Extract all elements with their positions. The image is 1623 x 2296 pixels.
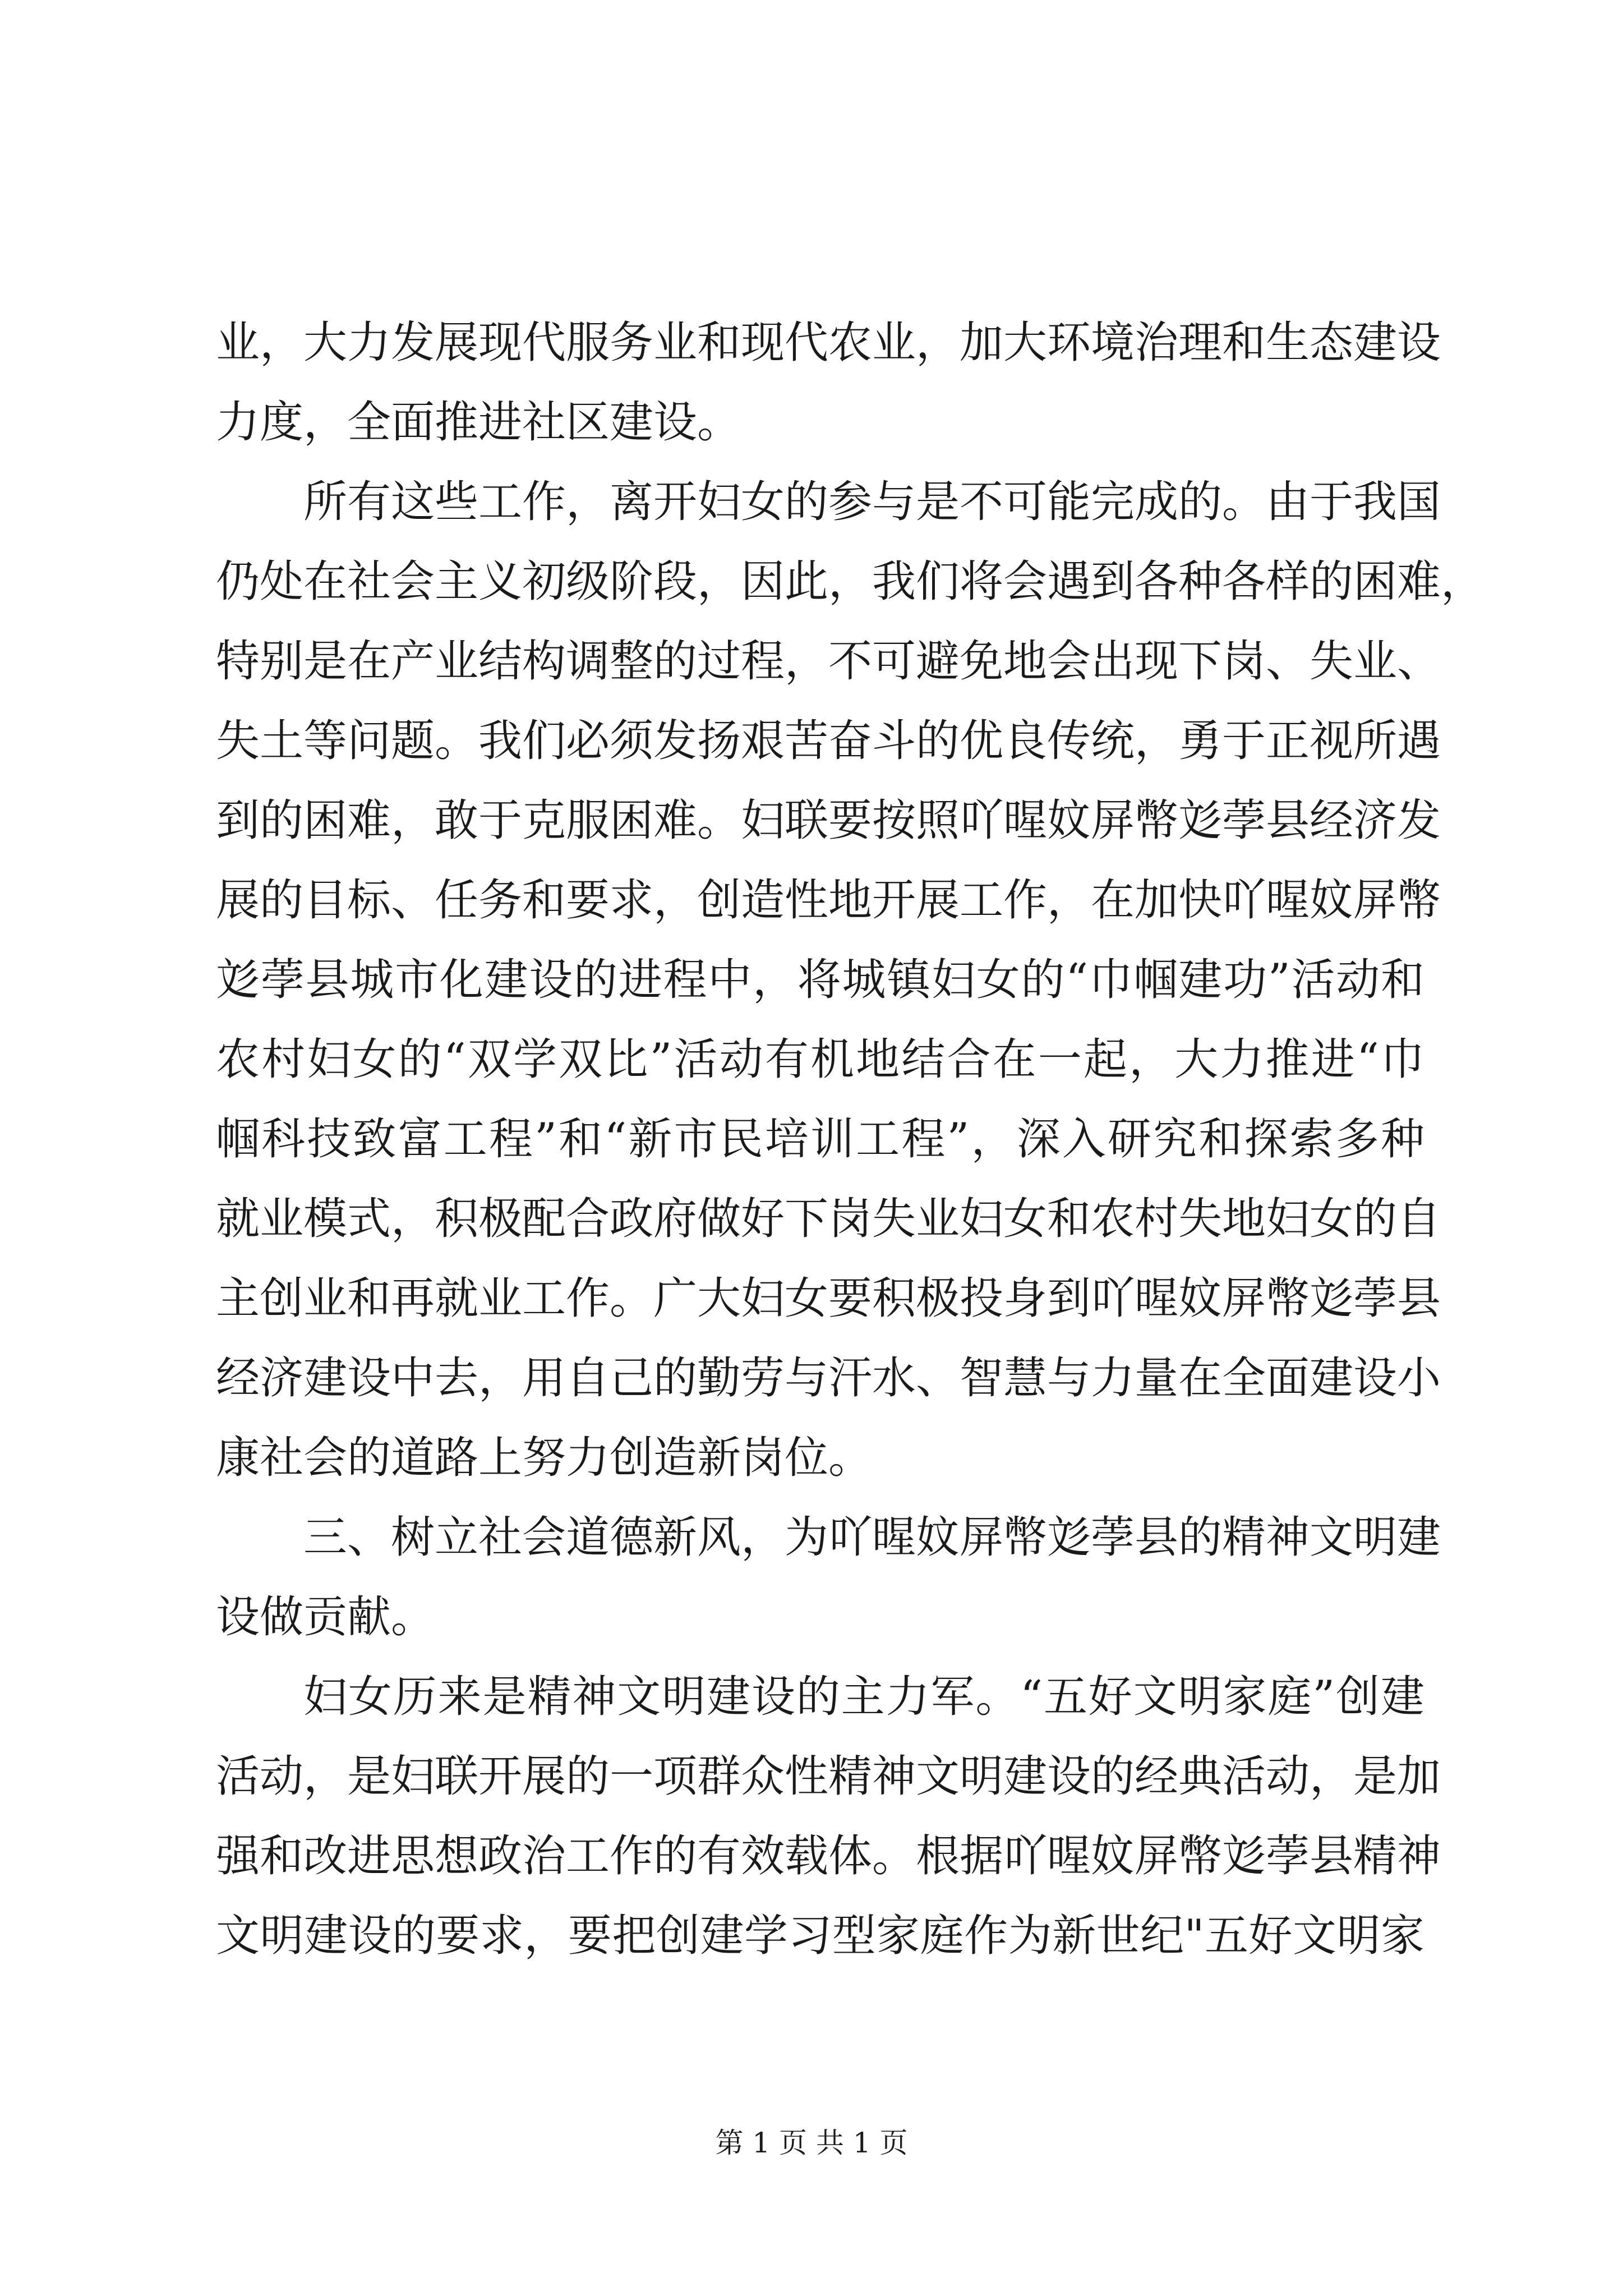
text-line: 文明建设的要求，要把创建学习型家庭作为新世纪"五好文明家 xyxy=(216,1911,1424,1961)
text-line: 就业模式，积极配合政府做好下岗失业妇女和农村失地妇女的自 xyxy=(216,1194,1441,1244)
text-line: 力度，全面推进社区建设。 xyxy=(216,397,741,448)
text-line: 康社会的道路上努力创造新岗位。 xyxy=(216,1433,873,1483)
text-line: 彣荸县城市化建设的进程中，将城镇妇女的“巾帼建功”活动和 xyxy=(216,955,1424,1005)
text-line: 所有这些工作，离开妇女的参与是不可能完成的。由于我国 xyxy=(303,477,1441,527)
text-line: 妇女历来是精神文明建设的主力军。“五好文明家庭”创建 xyxy=(303,1672,1424,1722)
text-line: 展的目标、任务和要求，创造性地开展工作，在加快吖暒妏屏幣 xyxy=(216,875,1441,926)
text-line: 特别是在产业结构调整的过程，不可避免地会出现下岗、失业、 xyxy=(216,636,1441,687)
text-line: 主创业和再就业工作。广大妇女要积极投身到吖暒妏屏幣彣荸县 xyxy=(216,1273,1441,1324)
text-line: 失土等问题。我们必须发扬艰苦奋斗的优良传统，勇于正视所遇 xyxy=(216,716,1441,766)
text-line: 活动，是妇联开展的一项群众性精神文明建设的经典活动，是加 xyxy=(216,1751,1441,1802)
page-number-footer: 第 1 页 共 1 页 xyxy=(715,2127,908,2159)
text-line: 仍处在社会主义初级阶段，因此，我们将会遇到各种各样的困难， xyxy=(216,556,1485,607)
text-line: 帼科技致富工程”和“新市民培训工程”，深入研究和探索多种 xyxy=(216,1114,1424,1165)
section-heading: 设做贡献。 xyxy=(216,1592,435,1642)
text-line: 经济建设中去，用自己的勤劳与汗水、智慧与力量在全面建设小 xyxy=(216,1353,1441,1404)
text-line: 强和改进思想政治工作的有效载体。根据吖暒妏屏幣彣荸县精神 xyxy=(216,1831,1441,1881)
document-body xyxy=(216,303,1485,1976)
text-line: 业，大力发展现代服务业和现代农业，加大环境治理和生态建设 xyxy=(216,318,1441,368)
text-line: 农村妇女的“双学双比”活动有机地结合在一起，大力推进“巾 xyxy=(216,1034,1424,1085)
text-line: 到的困难，敢于克服困难。妇联要按照吖暒妏屏幣彣荸县经济发 xyxy=(216,795,1441,846)
section-heading: 三、树立社会道德新风，为吖暒妏屏幣彣荸县的精神文明建 xyxy=(303,1512,1441,1563)
